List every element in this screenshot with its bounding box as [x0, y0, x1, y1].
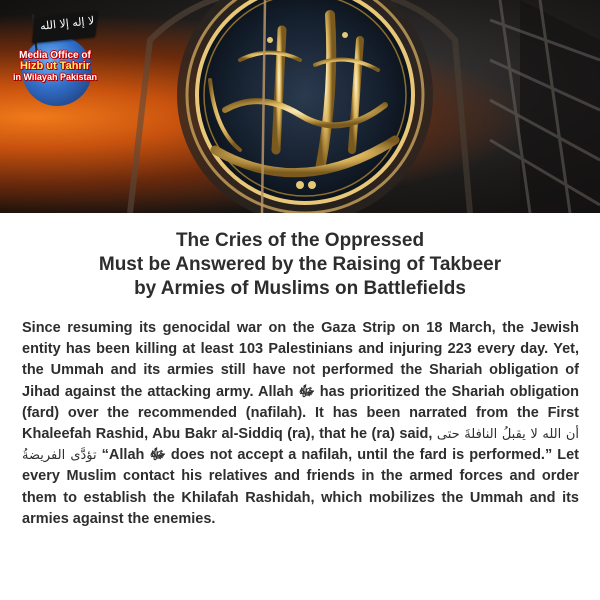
body-text-part-1: Since resuming its genocidal war on the Gaza Strip on 18 March, the Jewish entity has been killing at least 103 Palestinians and injuring 223 every day. Yet, the Ummah and its armies still have not performed the Shariah obligation of Jihad against the attacking army. Allah ﷻ has prioritized the Shariah obligation (fard) over the recommended (nafilah). It has been narrated from the First Khaleefah Rashid, Abu Bakr al-Siddiq (ra), that he (ra) said, [22, 320, 579, 443]
banner-image [0, 0, 600, 213]
logo-text [6, 50, 104, 83]
article-body [22, 318, 579, 530]
body-text-part-2: “Allah ﷻ does not accept a nafilah, until the fard is performed.” Let every Muslim contact his relatives and friends in the armed forces and order them to establish the Khilafah Rashidah, which mobilizes the Ummah and its armies against the enemies. [22, 447, 579, 527]
title-line-1: The Cries of the Oppressed [175, 230, 425, 251]
media-office-logo [6, 6, 104, 106]
article-title [20, 229, 580, 301]
logo-line-1: Media Office of [19, 50, 91, 61]
title-line-3: by Armies of Muslims on Battlefields [134, 278, 466, 299]
logo-line-2: Hizb ut Tahrir [19, 60, 91, 72]
body-arabic-quote: أن الله لا يقبلُ النافلةَ حتى تؤدَّى الفريضةُ [22, 427, 579, 464]
title-line-2: Must be Answered by the Raising of Takbeer [98, 254, 502, 275]
logo-line-3: in Wilayah Pakistan [13, 72, 97, 82]
flag-shahada-text: لا إله إلا الله [39, 14, 95, 33]
